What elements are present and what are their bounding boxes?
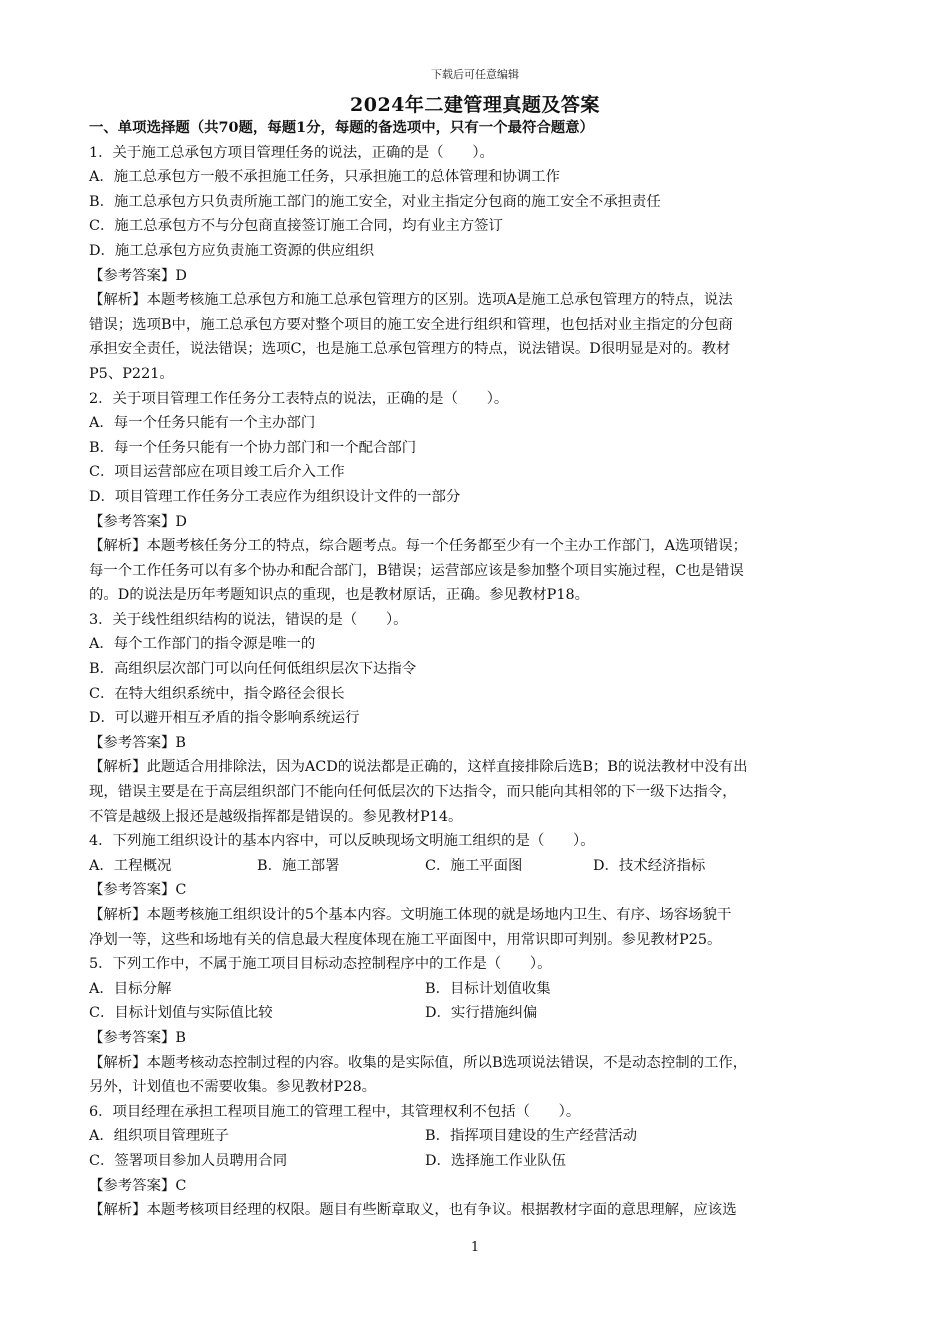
option-d: D．实行措施纠偏 [425,1005,538,1022]
reference-answer: 【参考答案】B [89,1029,186,1046]
section-heading: 一、单项选择题（共70题，每题1分，每题的备选项中，只有一个最符合题意） [89,119,594,136]
option-c: C．施工总承包方不与分包商直接签订施工合同，均有业主方签订 [89,218,503,235]
option-a: A．组织项目管理班子 [89,1128,229,1145]
question-3 [89,608,865,829]
options-row [89,1001,865,1026]
option-d: D．技术经济指标 [593,857,706,874]
option-c: C．项目运营部应在项目竣工后介入工作 [89,464,345,481]
analysis-line: P5、P221。 [89,365,174,382]
analysis-line: 【解析】本题考核施工组织设计的5个基本内容。文明施工体现的就是场地内卫生、有序、场容场貌干 [89,907,732,923]
options-row [89,1149,865,1174]
reference-answer: 【参考答案】D [89,267,187,284]
question-6 [89,1100,865,1223]
analysis-line: 承担安全责任，说法错误；选项C，也是施工总承包管理方的特点，说法错误。D很明显是对的。教材 [89,341,731,358]
question-1 [89,141,865,387]
question-stem: 5．下列工作中，不属于施工项目目标动态控制程序中的工作是（ ）。 [89,956,552,973]
option-b: B．目标计划值收集 [425,980,551,997]
analysis-line: 每一个工作任务可以有多个协办和配合部门，B错误；运营部应该是参加整个项目实施过程，C也是错误 [89,562,744,579]
analysis-line: 现，错误主要是在于高层组织部门不能向任何低层次的下达指令，而只能向其相邻的下一级下达指令， [89,784,737,801]
header-note: 下载后可任意编辑 [431,68,519,81]
question-stem: 6．项目经理在承担工程项目施工的管理工程中，其管理权利不包括（ ）。 [89,1103,581,1120]
option-c: C．目标计划值与实际值比较 [89,1005,273,1022]
analysis-line: 错误；选项B中，施工总承包方要对整个项目的施工安全进行组织和管理，也包括对业主指定的分包商 [89,316,733,333]
question-stem: 4．下列施工组织设计的基本内容中，可以反映现场文明施工组织的是（ ）。 [89,833,595,850]
options-row [89,1124,865,1149]
option-d: D．施工总承包方应负责施工资源的供应组织 [89,242,374,259]
reference-answer: 【参考答案】C [89,882,187,899]
question-stem: 2．关于项目管理工作任务分工表特点的说法，正确的是（ ）。 [89,390,509,407]
analysis-line: 【解析】本题考核施工总承包方和施工总承包管理方的区别。选项A是施工总承包管理方的特点，说法 [89,292,733,309]
analysis-line: 净划一等，这些和场地有关的信息最大程度体现在施工平面图中，用常识即可判别。参见教材P25。 [89,931,722,948]
option-b: B．施工总承包方只负责所施工部门的施工安全，对业主指定分包商的施工安全不承担责任 [89,193,661,210]
options-row [89,854,865,879]
analysis-line: 的。D的说法是历年考题知识点的重现，也是教材原话，正确。参见教材P18。 [89,587,590,604]
analysis-line: 另外，计划值也不需要收集。参见教材P28。 [89,1079,377,1096]
options-row [89,977,865,1002]
option-b: B．施工部署 [257,857,340,874]
reference-answer: 【参考答案】D [89,513,187,530]
analysis-line: 【解析】本题考核项目经理的权限。题目有些断章取义，也有争议。根据教材字面的意思理解，应该选 [89,1202,737,1219]
option-c: C．施工平面图 [425,857,523,874]
analysis-line: 【解析】此题适合用排除法，因为ACD的说法都是正确的，这样直接排除后选B；B的说法教材中没有出 [89,759,748,776]
analysis-line: 不管是越级上报还是越级指挥都是错误的。参见教材P14。 [89,808,463,825]
option-b: B．每一个任务只能有一个协力部门和一个配合部门 [89,439,417,456]
option-d: D．可以避开相互矛盾的指令影响系统运行 [89,710,360,727]
option-d: D．选择施工作业队伍 [425,1152,567,1169]
option-a: A．每个工作部门的指令源是唯一的 [89,636,316,653]
question-2 [89,387,865,608]
option-a: A．目标分解 [89,980,172,997]
reference-answer: 【参考答案】C [89,1177,187,1194]
document-title: 2024年二建管理真题及答案 [350,94,600,116]
analysis-line: 【解析】本题考核动态控制过程的内容。收集的是实际值，所以B选项说法错误，不是动态控制的工作， [89,1054,748,1071]
option-d: D．项目管理工作任务分工表应作为组织设计文件的一部分 [89,488,461,505]
option-b: B．指挥项目建设的生产经营活动 [425,1128,638,1145]
document-body [89,116,865,1223]
option-c: C．签署项目参加人员聘用合同 [89,1152,288,1169]
option-c: C．在特大组织系统中，指令路径会很长 [89,685,345,702]
option-a: A．工程概况 [89,857,172,874]
question-stem: 1．关于施工总承包方项目管理任务的说法，正确的是（ ）。 [89,144,494,161]
question-5 [89,952,865,1100]
option-a: A．每一个任务只能有一个主办部门 [89,415,316,432]
question-4 [89,829,865,952]
analysis-line: 【解析】本题考核任务分工的特点，综合题考点。每一个任务都至少有一个主办工作部门，A选项错误； [89,538,747,555]
reference-answer: 【参考答案】B [89,734,186,751]
option-b: B．高组织层次部门可以向任何低组织层次下达指令 [89,661,417,678]
question-stem: 3．关于线性组织结构的说法，错误的是（ ）。 [89,611,408,628]
page-number: 1 [470,1240,480,1255]
option-a: A．施工总承包方一般不承担施工任务，只承担施工的总体管理和协调工作 [89,169,560,186]
